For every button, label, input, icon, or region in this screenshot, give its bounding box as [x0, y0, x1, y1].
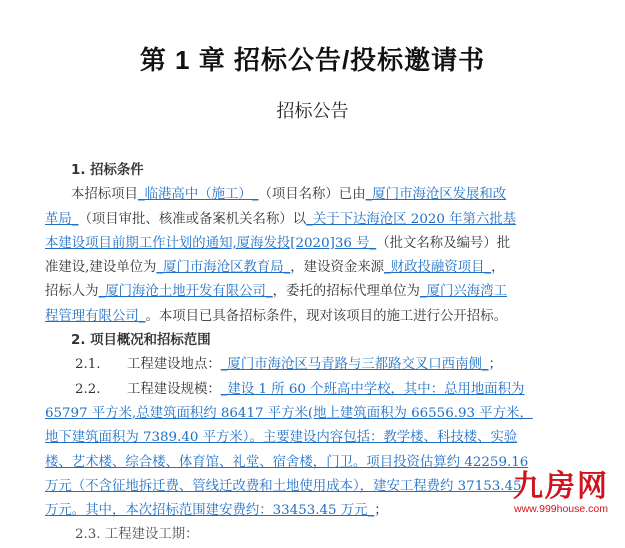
paragraph-line — [45, 475, 550, 499]
heading-project-overview: 2. 项目概况和招标范围 — [71, 333, 211, 349]
static-text: ，委托的招标代理单位为 — [272, 284, 420, 300]
approval-body-link[interactable]: _厦门市海沧区发展和改 — [365, 187, 507, 203]
project-name-link[interactable]: _临港高中（施工）_ — [137, 187, 259, 203]
paragraph-line — [45, 426, 550, 450]
chapter-title: 第 1 章 招标公告/投标邀请书 — [139, 45, 486, 75]
section-title: 招标公告 — [276, 101, 349, 122]
static-text: ， — [491, 260, 505, 276]
approval-doc-link-cont[interactable]: 本建设项目前期工作计划的通知,厦海发投[2020]36 号_ — [45, 235, 377, 251]
heading-tender-conditions: 1. 招标条件 — [71, 163, 144, 178]
watermark-url: www.999house.com — [514, 503, 608, 515]
paragraph-line — [45, 451, 550, 475]
static-text: （项目审批、核准或备案机关名称）以 — [78, 211, 307, 227]
agent-link-cont[interactable]: 程管理有限公司_ — [45, 308, 146, 324]
scale-link[interactable]: _建设 1 所 60 个班高中学校，其中：总用地面积为 — [220, 381, 525, 397]
item-2-1 — [45, 353, 550, 377]
static-text: 。本项目已具备招标条件，现对该项目的施工进行公开招标。 — [145, 308, 507, 324]
static-text: 准建设,建设单位为 — [45, 260, 157, 276]
watermark-logo: 九房网 — [513, 469, 609, 504]
static-text: （项目名称）已由 — [258, 187, 366, 203]
item-label: 工程建设规模： — [127, 381, 221, 397]
paragraph-line — [45, 402, 550, 426]
scale-link-cont[interactable]: 地下建筑面积为 7389.40 平方米）。主要建设内容包括：教学楼、科技楼、实验 — [45, 430, 518, 446]
item-number: 2.2. — [75, 381, 101, 397]
item-2-2 — [45, 378, 550, 402]
paragraph-line — [45, 256, 550, 280]
paragraph-line — [45, 305, 550, 329]
document-body — [45, 159, 550, 548]
static-text: （批文名称及编号）批 — [376, 235, 511, 251]
static-text: ； — [488, 357, 502, 373]
fund-source-link[interactable]: _财政投融资项目_ — [384, 260, 492, 276]
paragraph-line — [45, 183, 550, 207]
item-2-3-partial: 2.3. 工程建设工期： — [75, 527, 199, 543]
construction-unit-link[interactable]: _厦门市海沧区教育局_ — [156, 260, 291, 276]
static-text: 本招标项目 — [71, 187, 138, 203]
static-text: ，建设资金来源 — [290, 260, 385, 276]
approval-doc-link[interactable]: _关于下达海沧区 2020 年第六批基 — [306, 211, 517, 227]
scale-link-cont[interactable]: 万元。其中，本次招标范围建安费约：33453.45 万元_ — [45, 503, 375, 519]
scale-link-cont[interactable]: 楼、艺术楼、综合楼、体育馆、礼堂、宿舍楼，门卫。项目投资估算约 42259.16 — [45, 454, 529, 470]
agent-link[interactable]: _厦门兴海湾工 — [419, 284, 507, 300]
tenderer-link[interactable]: _厦门海沧土地开发有限公司_ — [98, 284, 273, 300]
paragraph-line — [45, 280, 550, 304]
scale-link-cont[interactable]: 万元（不含征地拆迁费、管线迁改费和土地使用成本），建安工程费约 37153.45 — [45, 478, 522, 494]
watermark — [505, 471, 617, 515]
paragraph-line — [45, 208, 550, 232]
static-text: ； — [374, 503, 388, 519]
static-text: 招标人为 — [45, 284, 99, 300]
paragraph-line — [45, 499, 550, 523]
item-label: 工程建设地点： — [127, 357, 221, 373]
location-link[interactable]: _厦门市海沧区马青路与三都路交叉口西南侧_ — [220, 357, 489, 373]
scale-link-cont[interactable]: 65797 平方米,总建筑面积约 86417 平方米(地上建筑面积为 66556.93 平方米， — [45, 405, 533, 421]
approval-body-link-cont[interactable]: 革局_ — [45, 211, 79, 227]
item-number: 2.1. — [75, 357, 101, 373]
paragraph-line — [45, 232, 550, 256]
